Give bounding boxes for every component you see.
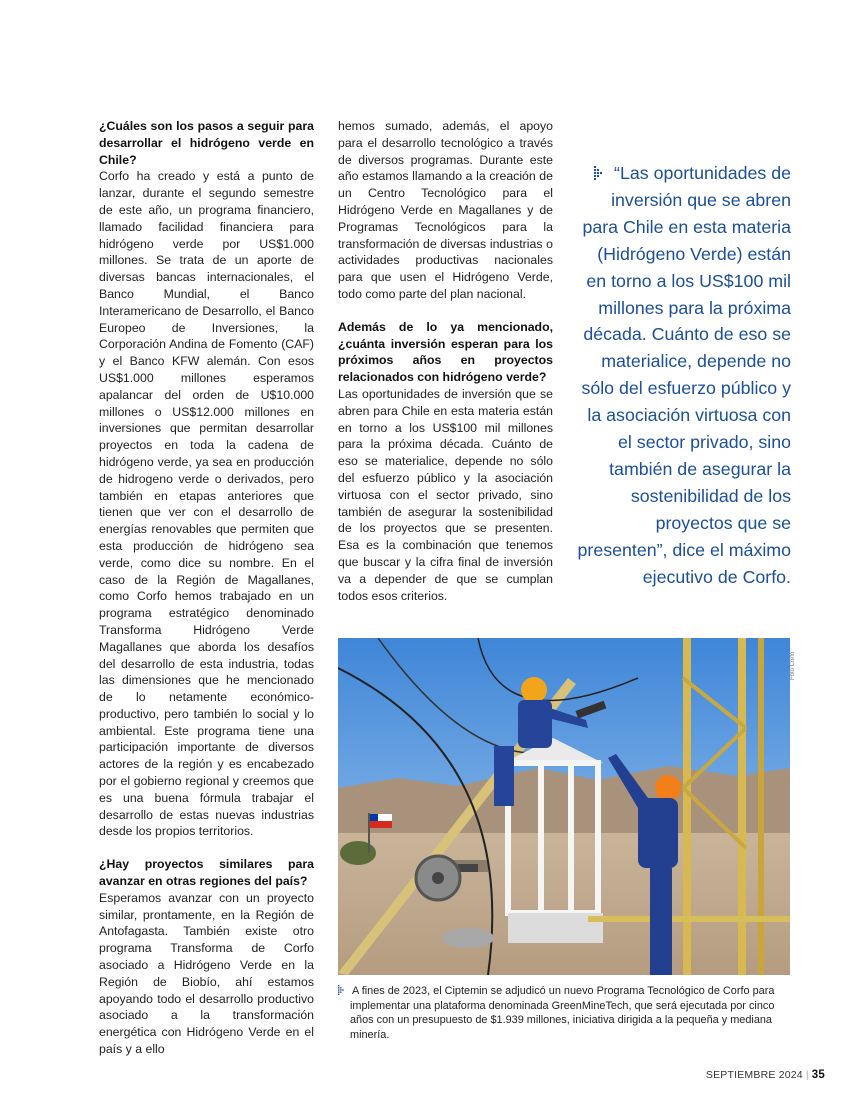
- answer-continuation: hemos sumado, además, el apoyo para el desarrollo tecnológico a través de diversos programas. Durante este año estamos llamando a la creación de un Centro Tecnológico para el Hidrógeno Verde en Magallanes y de Programas Tecnológicos para la transformación de diversas industrias o actividades productivas nacionales para que usen el Hidrógeno Verde, todo como parte del plan nacional.: [338, 119, 553, 301]
- interview-block-1: [99, 118, 314, 840]
- page-footer: [706, 1069, 825, 1081]
- question-heading: ¿Cuáles son los pasos a seguir para desarrollar el hidrógeno verde en Chile?: [99, 119, 314, 167]
- answer-text: Corfo ha creado y está a punto de lanzar, durante el segundo semestre de este año, un programa financiero, llamado facilidad financiera para hidrógeno verde por US$1.000 millones. Se trata de un aporte de diversas bancas internacionales, el Banco Mundial, el Banco Interamericano de Desarrollo, el Banco Europeo de Inversiones, la Corporación Andina de Fomento (CAF) y el Banco KFW alemán. Con esos US$1.000 millones esperamos apalancar del orden de U$10.000 millones o US$12.000 millones en inversiones que permitan desarrollar proyectos en toda la cadena de hidrógeno verde, ya sea en producción de hidrogeno verde o derivados, pero también en etapas anteriores que tienen que ver con el desarrollo de energías renovables que permiten que esta producción de hidrógeno sea verde, como dice su nombre. En el caso de la Región de Magallanes, como Corfo hemos trabajado en un programa estratégico denominado Transforma Hidrógeno Verde Magallanes que aborda los desafíos del desarrollo de esta industria, todas las dimensiones que he mencionado de lo netamente económico-productivo, pero también lo social y lo ambiental. Este programa tiene una participación importante de diversos actores de la región y es encabezado por el gobierno regional y creemos que es una buena fórmula trabajar el desarrollo de estas nuevas industrias desde los propios territorios.: [99, 169, 314, 839]
- answer-text: Esperamos avanzar con un proyecto similar, prontamente, en la Región de Antofagasta. También existe otro programa Transforma de Corfo asociado a Hidrógeno Verde en la Región de Biobío, ahí estamos apoyando todo el desarrollo productivo asociado a la transformación energética con Hidrógeno Verde en el país y a ello: [99, 890, 314, 1057]
- photo-illustration: [338, 638, 790, 975]
- issue-date: SEPTIEMBRE 2024: [705, 1069, 803, 1081]
- photo-credit: Foto Corfo: [790, 651, 796, 680]
- answer-text: Las oportunidades de inversión que se abren para Chile en esta materia están en torno a los US$100 mil millones para la próxima década. Cuánto de eso se materialice, depende no sólo del esfuerzo público y la asociación virtuosa con el sector privado, sino también de asegurar la sostenibilidad de los proyectos que se presenten. Esa es la combinación que tenemos que buscar y la cifra final de inversión va a depender de que se cumplan todos esos criterios.: [338, 386, 553, 603]
- interview-block-2: [99, 856, 314, 1058]
- pull-quote: [577, 160, 791, 591]
- quote-marker-icon: [594, 166, 608, 180]
- mining-photo: [338, 638, 790, 975]
- photo-caption: [338, 984, 790, 1043]
- page-number: 35: [811, 1069, 825, 1081]
- column-middle: [338, 118, 553, 620]
- caption-marker-icon: [338, 985, 348, 995]
- pull-quote-text: “Las oportunidades de inversión que se abren para Chile en esta materia (Hidrógeno Verde) están en torno a los US$100 mil millones para la próxima década. Cuánto de eso se materialice, depende no sólo del esfuerzo público y la asociación virtuosa con el sector privado, sino también de asegurar la sostenibilidad de los proyectos que se presenten”, dice el máximo ejecutivo de Corfo.: [577, 163, 791, 587]
- column-left: [99, 118, 314, 1074]
- interview-block-3: [338, 319, 553, 605]
- caption-text: A fines de 2023, el Ciptemin se adjudicó un nuevo Programa Tecnológico de Corfo para implementar una plataforma denominada GreenMineTech, que será ejecutada por cinco años con un presupuesto de $1.939 millones, iniciativa dirigida a la pequeña y mediana minería.: [350, 985, 775, 1042]
- question-heading: ¿Hay proyectos similares para avanzar en otras regiones del país?: [99, 857, 314, 889]
- footer-separator: |: [805, 1069, 809, 1081]
- question-heading: Además de lo ya mencionado, ¿cuánta inversión esperan para los próximos años en proyectos relacionados con hidrógeno verde?: [338, 319, 553, 385]
